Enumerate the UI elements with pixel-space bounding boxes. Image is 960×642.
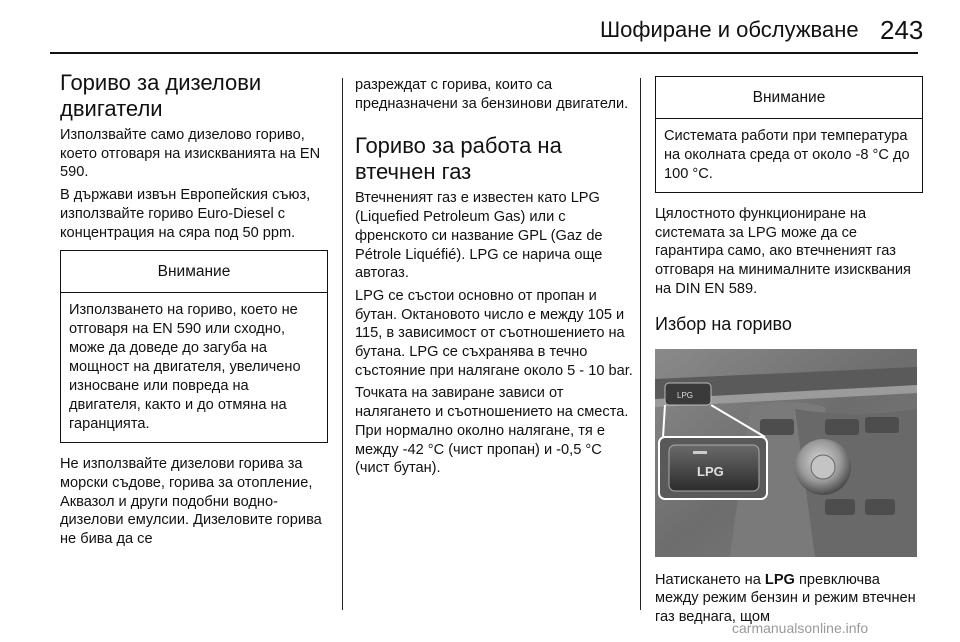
warning-box	[655, 76, 923, 193]
fuel-select-heading: Избор на гориво	[655, 313, 792, 334]
paragraph: разреждат с горива, които са предназначени за бензинови двигатели.	[355, 77, 629, 112]
warning-title: Внимание	[656, 77, 922, 119]
paragraph	[655, 571, 923, 627]
paragraph: В държави извън Европейския съюз, използвайте гориво Euro-Diesel с концентрация на сяра под 50 ppm.	[60, 187, 311, 241]
column-1	[60, 70, 328, 553]
warning-box	[60, 250, 328, 443]
text-run: превключва между режим бензин и режим втечнен газ веднага, щом	[655, 571, 916, 625]
column-divider	[342, 78, 343, 610]
column-2	[355, 76, 638, 482]
paragraph: Втечненият газ е известен като LPG (Liquefied Petroleum Gas) или с френското си название GPL (Gaz de Pétrole Liquéfié). LPG се нарича още автогаз.	[355, 190, 603, 282]
large-lpg-label: LPG	[697, 463, 724, 479]
column-3	[655, 76, 923, 631]
text-run: Натискането на	[655, 571, 765, 588]
lpg-bold: LPG	[764, 571, 795, 588]
paragraph: LPG се състои основно от пропан и бутан. Октановото число е между 105 и 115, в зависимост от съотношението на бутана. LPG се съхранява в течно състояние при налягане около 5 - 10 bar.	[355, 287, 633, 379]
small-lpg-label: LPG	[677, 390, 694, 400]
warning-text: Системата работи при температура на околната среда от около -8 °C до 100 °C.	[664, 128, 910, 182]
watermark: carmanualsonline.info	[732, 620, 869, 636]
paragraph: Точката на завиране зависи от налягането и съотношението на сместа. При нормално околно налягане, тя е между -42 °C (чист пропан) и -0,5 °C (чист бутан).	[355, 385, 629, 477]
header-rule	[50, 52, 918, 54]
section-title: Шофиране и обслужване	[600, 17, 859, 42]
lpg-heading: Гориво за работа на втечнен газ	[355, 133, 562, 185]
warning-title: Внимание	[61, 251, 327, 293]
dashboard-illustration	[655, 349, 917, 557]
paragraph: Използвайте само дизелово гориво, което отговаря на изискванията на EN 590.	[60, 127, 321, 181]
page-number: 243	[880, 15, 924, 45]
paragraph: Не използвайте дизелови горива за морски съдове, горива за отопление, Аквазол и други подобни водно-дизелови емулсии. Дизеловите горива не бива да се	[60, 456, 322, 548]
column-divider	[640, 78, 641, 610]
warning-text: Използването на гориво, което не отговаря на EN 590 или сходно, може да доведе до загуба на мощност на двигателя, увеличено износване или повреда на двигателя, както и до отмяна на гаранцията.	[69, 302, 301, 433]
diesel-heading: Гориво за дизелови двигатели	[60, 70, 262, 121]
paragraph: Цялостното функциониране на системата за LPG може да се гарантира само, ако втечненият газ отговаря на минималните изисквания на DIN EN 589.	[655, 206, 911, 297]
lpg-button-photo	[655, 349, 917, 557]
